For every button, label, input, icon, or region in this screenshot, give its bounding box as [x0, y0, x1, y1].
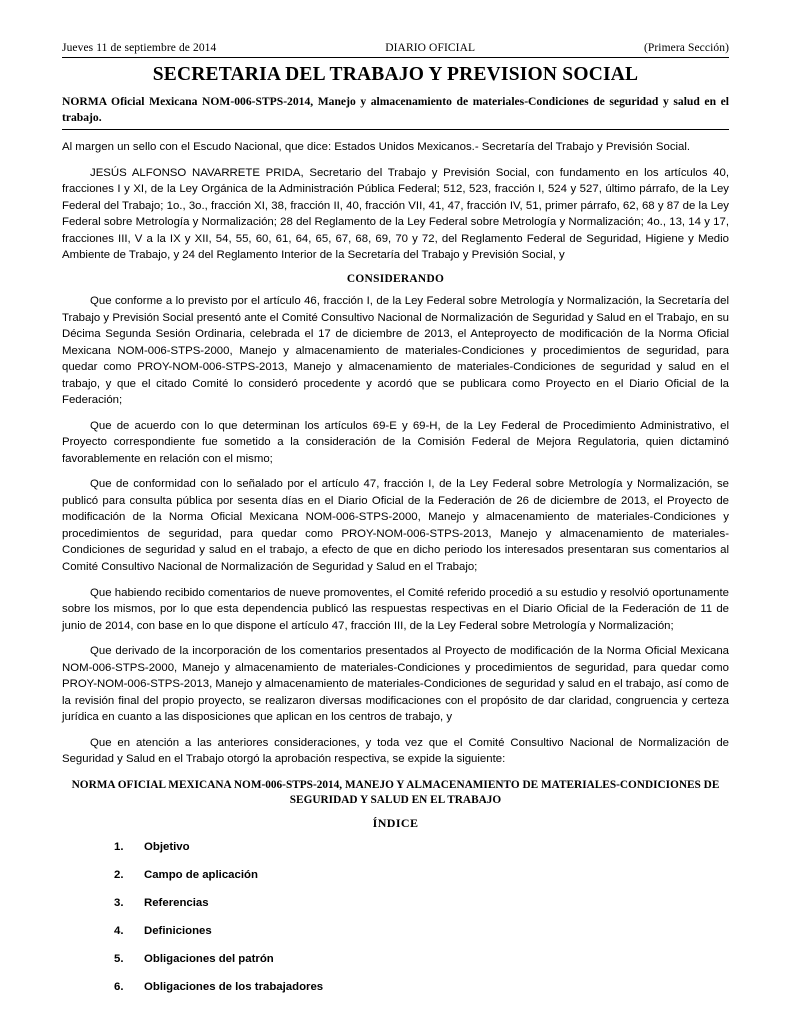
list-item — [114, 841, 729, 853]
toc-label: Obligaciones del patrón — [144, 953, 274, 966]
toc-number: 4. — [114, 925, 124, 938]
paragraph-considerando-6: Que en atención a las anteriores consideraciones, y toda vez que el Comité Consultivo Nacional de Normalización de Seguridad y Salud en el Trabajo otorgó la aprobación respectiva, se expide la siguiente: — [62, 736, 729, 766]
toc-number: 6. — [114, 981, 124, 994]
norma-heading: NORMA Oficial Mexicana NOM-006-STPS-2014, Manejo y almacenamiento de materiales-Condiciones de seguridad y salud en el trabajo. — [62, 95, 729, 124]
paragraph-considerando-3: Que de conformidad con lo señalado por el artículo 47, fracción I, de la Ley Federal sobre Metrología y Normalización, se publicó para consulta pública por sesenta días en el Diario Oficial de la Federación de 26 de diciembre de 2013, el Proyecto de modificación de la Norma Oficial Mexicana NOM-006-STPS-2000, Manejo y almacenamiento de materiales-Condiciones y procedimientos de seguridad, para quedar como PROY-NOM-006-STPS-2013, Manejo y almacenamiento de materiales-Condiciones de seguridad y salud en el trabajo, a efecto de que en dicho periodo los interesados presentaran sus comentarios al Comité Consultivo Nacional de Normalización de Seguridad y Salud en el Trabajo; — [62, 478, 729, 573]
paragraph-considerando-4: Que habiendo recibido comentarios de nueve promoventes, el Comité referido procedió a su estudio y resolvió oportunamente sobre los mismos, por lo que esta dependencia publicó las respuestas respectivas en el Diario Oficial de la Federación de 11 de junio de 2014, con base en lo que dispone el artículo 47, fracción III, de la Ley Federal sobre Metrología y Normalización; — [62, 586, 729, 632]
paragraph-considerando-2: Que de acuerdo con lo que determinan los artículos 69-E y 69-H, de la Ley Federal de Procedimiento Administrativo, el Proyecto correspondiente fue sometido a la consideración de la Comisión Federal de Mejora Regulatoria, quien dictaminó favorablemente en relación con el mismo; — [62, 419, 729, 465]
toc-label: Obligaciones de los trabajadores — [144, 981, 324, 994]
list-item — [114, 925, 729, 937]
paragraph-considerando-1: Que conforme a lo previsto por el artículo 46, fracción I, de la Ley Federal sobre Metrología y Normalización, la Secretaría del Trabajo y Previsión Social presentó ante el Comité Consultivo Nacional de Normalización de Seguridad y Salud en el Trabajo, en su Décima Segunda Sesión Ordinaria, celebrada el 17 de diciembre de 2013, el Anteproyecto de modificación de la Norma Oficial Mexicana NOM-006-STPS-2000, Manejo y almacenamiento de materiales-Condiciones y procedimientos de seguridad, para quedar como PROY-NOM-006-STPS-2013, Manejo y almacenamiento de materiales-Condiciones de seguridad y salud en el trabajo, y que el citado Comité lo consideró procedente y acordó que se publicara como Proyecto en el Diario Oficial de la Federación; — [62, 295, 729, 407]
indice-label: ÍNDICE — [372, 816, 419, 831]
header-section: (Primera Sección) — [643, 42, 729, 54]
list-item — [114, 897, 729, 909]
list-item — [114, 953, 729, 965]
header-publication: DIARIO OFICIAL — [385, 42, 476, 54]
toc-label: Definiciones — [144, 925, 212, 938]
toc-number: 1. — [114, 841, 124, 854]
list-item — [114, 981, 729, 993]
toc-number: 3. — [114, 897, 124, 910]
header-date: Jueves 11 de septiembre de 2014 — [62, 42, 217, 54]
paragraph-fundamento: JESÚS ALFONSO NAVARRETE PRIDA, Secretario del Trabajo y Previsión Social, con fundamento en los artículos 40, fracciones I y XI, de la Ley Orgánica de la Administración Pública Federal; 512, 523, fracción I, 524 y 527, último párrafo, de la Ley Federal del Trabajo; 1o., 3o., fracción XI, 38, fracción II, 40, fracción VII, 41, 47, fracción IV, 51, primer párrafo, 62, 68 y 87 de la Ley Federal sobre Metrología y Normalización; 28 del Reglamento de la Ley Federal sobre Metrología y Normalización; 4o., 13, 14 y 17, fracciones III, V a la IX y XII, 54, 55, 60, 61, 64, 65, 67, 68, 69, 70 y 72, del Reglamento Federal de Seguridad, Higiene y Medio Ambiente de Trabajo, y 24 del Reglamento Interior de la Secretaría del Trabajo y Previsión Social, y — [62, 166, 729, 262]
toc-number: 2. — [114, 869, 124, 882]
list-item — [114, 869, 729, 881]
page-title: SECRETARIA DEL TRABAJO Y PREVISION SOCIAL — [152, 64, 639, 85]
norma-final-title: NORMA OFICIAL MEXICANA NOM-006-STPS-2014, MANEJO Y ALMACENAMIENTO DE MATERIALES-CONDICIONES DE SEGURIDAD Y SALUD EN EL TRABAJO — [71, 778, 720, 807]
heading-divider — [62, 129, 729, 130]
toc-number: 5. — [114, 953, 124, 966]
paragraph-sello: Al margen un sello con el Escudo Nacional, que dice: Estados Unidos Mexicanos.- Secretaría del Trabajo y Previsión Social. — [62, 141, 691, 154]
page-header — [62, 42, 729, 57]
toc-label: Objetivo — [144, 841, 190, 854]
toc-label: Campo de aplicación — [144, 869, 258, 882]
considerando-label: CONSIDERANDO — [346, 273, 445, 285]
header-divider — [62, 57, 729, 58]
paragraph-considerando-5: Que derivado de la incorporación de los comentarios presentados al Proyecto de modificación de la Norma Oficial Mexicana NOM-006-STPS-2000, Manejo y almacenamiento de materiales-Condiciones y procedimientos de seguridad, para quedar como PROY-NOM-006-STPS-2013, Manejo y almacenamiento de materiales-Condiciones de seguridad y salud en el trabajo, así como de la revisión final del propio proyecto, se realizaron diversas modificaciones con el propósito de dar claridad, congruencia y certeza jurídica en cuanto a las disposiciones que aplican en los centros de trabajo, y — [62, 645, 729, 724]
toc-label: Referencias — [144, 897, 209, 910]
table-of-contents — [62, 841, 729, 993]
